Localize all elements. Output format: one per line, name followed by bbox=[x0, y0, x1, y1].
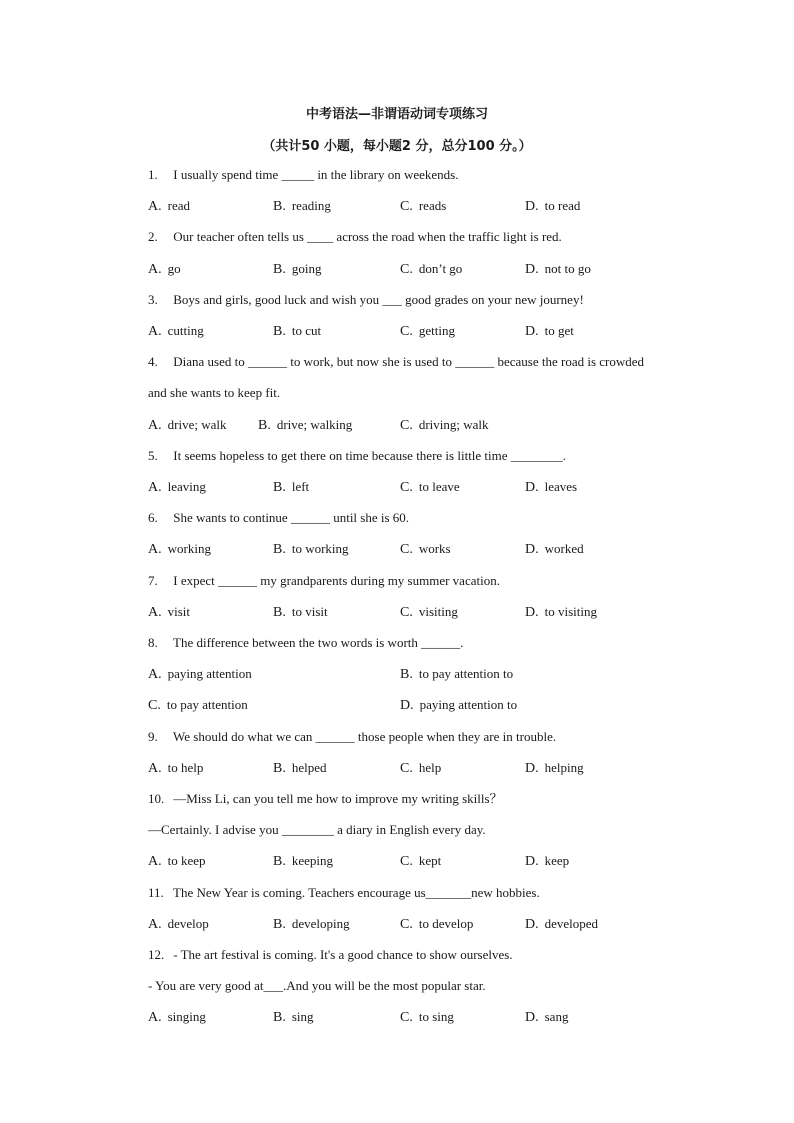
option-b: B. reading bbox=[273, 198, 331, 214]
question-7: 7. I expect ______ my grandparents during my summer vacation. bbox=[148, 573, 500, 588]
question-10-cont: —Certainly. I advise you ________ a diary in English every day. bbox=[148, 822, 486, 837]
option-b: B. helped bbox=[273, 760, 327, 776]
option-c: C. don’t go bbox=[400, 261, 463, 277]
option-a: A. cutting bbox=[148, 323, 204, 339]
option-d: D. to visiting bbox=[525, 604, 597, 620]
option-d: D. leaves bbox=[525, 479, 578, 495]
question-12: 12. - The art festival is coming. It's a good chance to show ourselves. bbox=[148, 947, 513, 962]
option-a: A. develop bbox=[148, 916, 209, 932]
option-b: B. to cut bbox=[273, 323, 322, 339]
option-c: C. help bbox=[400, 760, 442, 776]
option-b: B. to pay attention to bbox=[400, 666, 514, 682]
question-4: 4. Diana used to ______ to work, but now she is used to ______ because the road is crowded bbox=[148, 354, 645, 369]
option-d: D. sang bbox=[525, 1009, 569, 1025]
option-b: B. going bbox=[273, 261, 322, 277]
option-d: D. helping bbox=[525, 760, 584, 776]
option-c: C. to develop bbox=[400, 916, 474, 932]
option-d: D. developed bbox=[525, 916, 599, 932]
option-d: D. to get bbox=[525, 323, 574, 339]
option-b: B. sing bbox=[273, 1009, 314, 1025]
option-a: A. leaving bbox=[148, 479, 206, 495]
option-b: B. to working bbox=[273, 541, 349, 557]
question-10: 10. —Miss Li, can you tell me how to improve my writing skills？ bbox=[148, 791, 503, 806]
option-c: C. reads bbox=[400, 198, 447, 214]
option-d: D. to read bbox=[525, 198, 581, 214]
option-b: B. drive; walking bbox=[258, 417, 353, 433]
question-2: 2. Our teacher often tells us ____ across the road when the traffic light is red. bbox=[148, 229, 562, 244]
option-a: A. working bbox=[148, 541, 211, 557]
question-12-cont: - You are very good at___.And you will be the most popular star. bbox=[148, 978, 486, 993]
option-a: A. go bbox=[148, 261, 181, 277]
option-a: A. to help bbox=[148, 760, 204, 776]
question-4-cont: and she wants to keep fit. bbox=[148, 385, 281, 400]
question-3: 3. Boys and girls, good luck and wish you ___ good grades on your new journey! bbox=[148, 292, 584, 307]
question-1: 1. I usually spend time _____ in the library on weekends. bbox=[148, 167, 459, 182]
option-c: C. to sing bbox=[400, 1009, 454, 1025]
option-c: C. kept bbox=[400, 853, 442, 869]
option-a: A. drive; walk bbox=[148, 417, 227, 433]
option-b: B. to visit bbox=[273, 604, 328, 620]
option-a: A. read bbox=[148, 198, 190, 214]
question-8: 8. The difference between the two words is worth ______. bbox=[148, 635, 464, 650]
option-d: D. paying attention to bbox=[400, 697, 518, 713]
option-d: D. worked bbox=[525, 541, 584, 557]
option-b: B. keeping bbox=[273, 853, 333, 869]
option-a: A. visit bbox=[148, 604, 191, 620]
option-d: D. not to go bbox=[525, 261, 591, 277]
option-b: B. left bbox=[273, 479, 310, 495]
option-a: A. paying attention bbox=[148, 666, 252, 682]
page-title: 中考语法—非谓语动词专项练习 bbox=[305, 107, 488, 122]
question-11: 11. The New Year is coming. Teachers encourage us_______new hobbies. bbox=[148, 885, 540, 900]
question-6: 6. She wants to continue ______ until she is 60. bbox=[148, 510, 410, 525]
question-9: 9. We should do what we can ______ those people when they are in trouble. bbox=[148, 729, 557, 744]
option-c: C. visiting bbox=[400, 604, 458, 620]
question-5: 5. It seems hopeless to get there on time because there is little time ________. bbox=[148, 448, 567, 463]
option-c: C. driving; walk bbox=[400, 417, 489, 433]
option-c: C. to leave bbox=[400, 479, 460, 495]
option-d: D. keep bbox=[525, 853, 570, 869]
option-a: A. singing bbox=[148, 1009, 206, 1025]
option-b: B. developing bbox=[273, 916, 350, 932]
option-a: A. to keep bbox=[148, 853, 206, 869]
option-c: C. works bbox=[400, 541, 451, 557]
option-c: C. getting bbox=[400, 323, 455, 339]
page-subtitle: （共计50 小题，每小题2 分，总分100 分。） bbox=[262, 139, 532, 154]
option-c: C. to pay attention bbox=[148, 697, 248, 713]
